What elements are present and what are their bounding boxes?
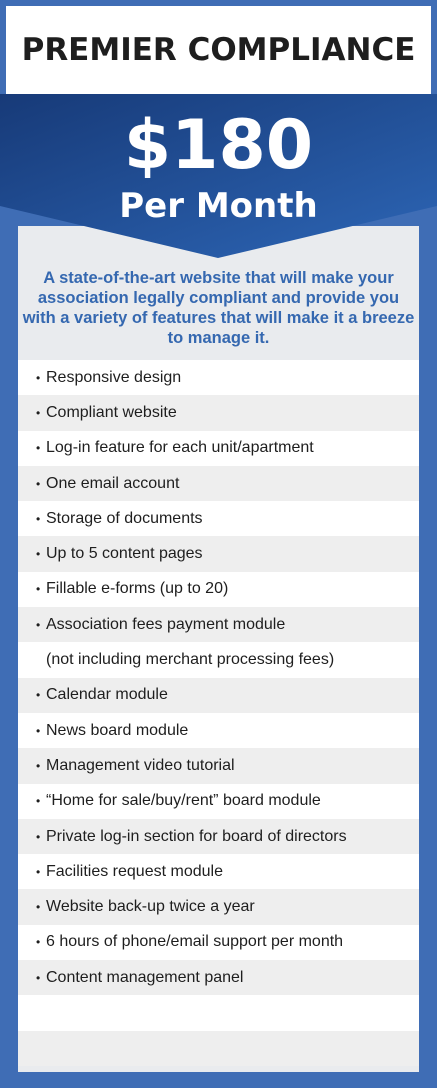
feature-list: [18, 360, 419, 1066]
feature-text: 6 hours of phone/email support per month: [46, 933, 344, 951]
bullet-icon: •: [36, 476, 41, 491]
feature-text: One email account: [46, 474, 180, 492]
feature-item: [18, 678, 419, 713]
bullet-icon: •: [36, 900, 41, 915]
feature-text: Private log-in section for board of directors: [46, 827, 347, 845]
feature-item: [18, 572, 419, 607]
feature-text: Facilities request module: [46, 862, 223, 880]
empty-row: [18, 1031, 419, 1066]
feature-item: [18, 960, 419, 995]
bullet-icon: •: [36, 405, 41, 420]
feature-text: Up to 5 content pages: [46, 545, 203, 563]
feature-item: [18, 748, 419, 783]
bullet-icon: •: [36, 582, 41, 597]
plan-title: PREMIER COMPLIANCE: [21, 32, 416, 68]
feature-item: [18, 607, 419, 642]
bullet-icon: •: [36, 723, 41, 738]
bullet-icon: •: [36, 441, 41, 456]
feature-text: Management video tutorial: [46, 756, 235, 774]
bullet-icon: •: [36, 935, 41, 950]
feature-text: (not including merchant processing fees): [46, 651, 335, 669]
feature-text: Responsive design: [46, 368, 182, 386]
bullet-icon: •: [36, 688, 41, 703]
bullet-icon: •: [36, 970, 41, 985]
feature-item-continuation: [18, 642, 419, 677]
feature-text: Log-in feature for each unit/apartment: [46, 439, 314, 457]
feature-item: [18, 854, 419, 889]
plan-title-bar: [6, 6, 431, 94]
bullet-icon: •: [36, 794, 41, 809]
bullet-icon: •: [36, 547, 41, 562]
feature-item: [18, 536, 419, 571]
feature-text: Website back-up twice a year: [46, 898, 255, 916]
feature-text: Calendar module: [46, 686, 168, 704]
feature-text: Storage of documents: [46, 509, 203, 527]
bullet-icon: •: [36, 511, 41, 526]
feature-text: Content management panel: [46, 968, 244, 986]
feature-item: [18, 395, 419, 430]
feature-text: Fillable e-forms (up to 20): [46, 580, 229, 598]
feature-text: “Home for sale/buy/rent” board module: [46, 792, 321, 810]
price-period: Per Month: [119, 186, 318, 226]
bullet-icon: •: [36, 829, 41, 844]
feature-item: [18, 784, 419, 819]
price-amount: $180: [123, 106, 314, 185]
bullet-icon: •: [36, 617, 41, 632]
feature-text: Association fees payment module: [46, 615, 286, 633]
bullet-icon: •: [36, 758, 41, 773]
empty-row: [18, 995, 419, 1030]
plan-description: A state-of-the-art website that will make your association legally compliant and provide you with a variety of features that will make it a breeze to manage it.: [22, 269, 415, 347]
bullet-icon: •: [36, 864, 41, 879]
feature-item: [18, 713, 419, 748]
feature-item: [18, 431, 419, 466]
feature-item: [18, 925, 419, 960]
bullet-icon: •: [36, 370, 41, 385]
feature-text: News board module: [46, 721, 189, 739]
feature-text: Compliant website: [46, 403, 177, 421]
feature-item: [18, 501, 419, 536]
feature-item: [18, 466, 419, 501]
feature-item: [18, 889, 419, 924]
feature-item: [18, 819, 419, 854]
feature-item: [18, 360, 419, 395]
